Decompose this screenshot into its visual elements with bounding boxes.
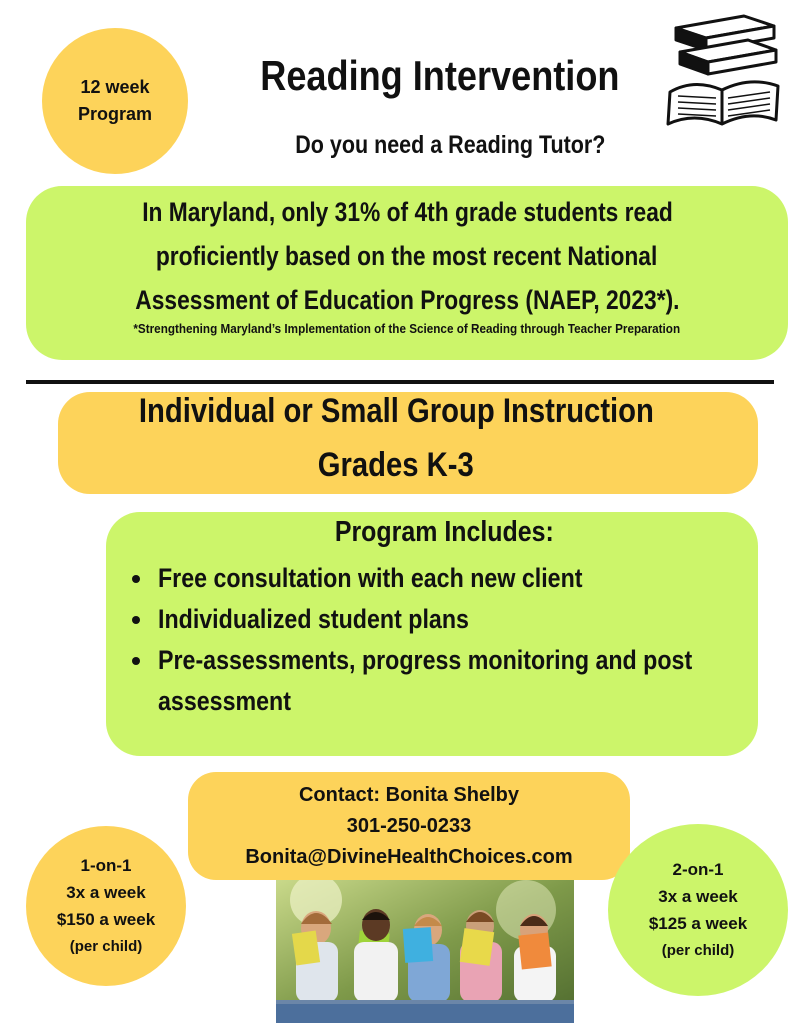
children-reading-photo: [276, 880, 574, 1023]
section-divider: [26, 380, 774, 384]
contact-info: [188, 780, 630, 873]
badge-line2: Program: [77, 104, 153, 124]
instruction-type: Individual or Small Group Instruction: [138, 392, 654, 430]
books-icon: [664, 8, 782, 136]
statistic-text: In Maryland, only 31% of 4th grade students read proficiently based on the most recent National Assessment of Education Progress (NAEP, 2023*).: [134, 197, 680, 315]
bullet-icon: [132, 616, 140, 624]
pricing-price: $150 a week: [56, 910, 156, 929]
pricing-frequency: 3x a week: [66, 883, 146, 902]
pricing-frequency: 3x a week: [658, 887, 738, 906]
pricing-two-on-one: [608, 824, 788, 996]
bullet-icon: [132, 657, 140, 665]
program-length-badge: [42, 28, 188, 174]
program-list: [130, 558, 750, 722]
grade-range: Grades K-3: [317, 446, 475, 484]
statistic-footnote: *Strengthening Maryland’s Implementation of the Science of Reading through Teacher Preparation: [133, 321, 681, 336]
list-item: Pre-assessments, progress monitoring and post: [130, 640, 750, 681]
pricing-note: (per child): [69, 938, 143, 955]
pricing-one-on-one: [26, 826, 186, 986]
pricing-price: $125 a week: [648, 914, 748, 933]
list-item: Free consultation with each new client: [130, 558, 750, 599]
contact-name: Contact: Bonita Shelby: [298, 784, 519, 806]
bullet-icon: [132, 575, 140, 583]
badge-line1: 12 week: [80, 77, 150, 97]
list-item: Individualized student plans: [130, 599, 750, 640]
page-title: Reading Intervention: [260, 52, 620, 99]
pricing-label: 1-on-1: [80, 856, 132, 875]
pricing-note: (per child): [661, 942, 735, 959]
contact-email[interactable]: Bonita@DivineHealthChoices.com: [245, 846, 573, 868]
contact-phone[interactable]: 301-250-0233: [346, 815, 472, 837]
page-subtitle: Do you need a Reading Tutor?: [294, 131, 606, 159]
list-item-continuation: assessment: [158, 686, 291, 716]
program-heading: Program Includes:: [334, 516, 554, 548]
pricing-label: 2-on-1: [672, 860, 724, 879]
